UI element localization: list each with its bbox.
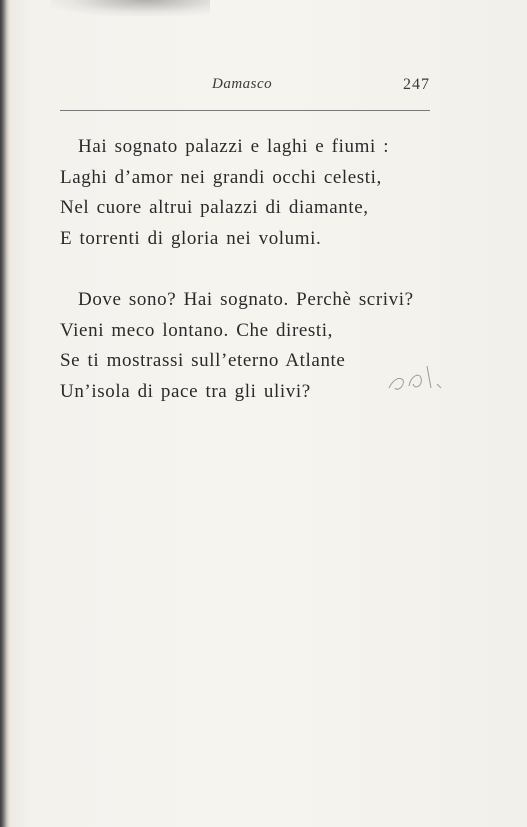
verse-line: Dove sono? Hai sognato. Perchè scrivi? — [78, 289, 414, 310]
page-number: 247 — [403, 76, 430, 93]
running-head — [60, 76, 430, 98]
pencil-annotation-mark — [385, 358, 455, 400]
verse-line: Vieni meco lontano. Che diresti, — [60, 319, 334, 341]
running-title: Damasco — [212, 76, 273, 92]
verse-line: E torrenti di gloria nei volumi. — [60, 227, 322, 249]
verse-line: Nel cuore altrui palazzi di diamante, — [60, 197, 369, 218]
binding-edge — [0, 0, 10, 827]
verse-line: Se ti mostrassi sull’eterno Atlante — [60, 350, 346, 371]
verse-line: Un’isola di pace tra gli ulivi? — [60, 380, 311, 402]
stanza-1 — [60, 132, 460, 254]
header-rule — [60, 110, 430, 111]
page-smudge — [50, 0, 210, 16]
verse-line: Hai sognato palazzi e laghi e fiumi : — [78, 136, 390, 157]
verse-line: Laghi d’amor nei grandi occhi celesti, — [60, 166, 382, 188]
